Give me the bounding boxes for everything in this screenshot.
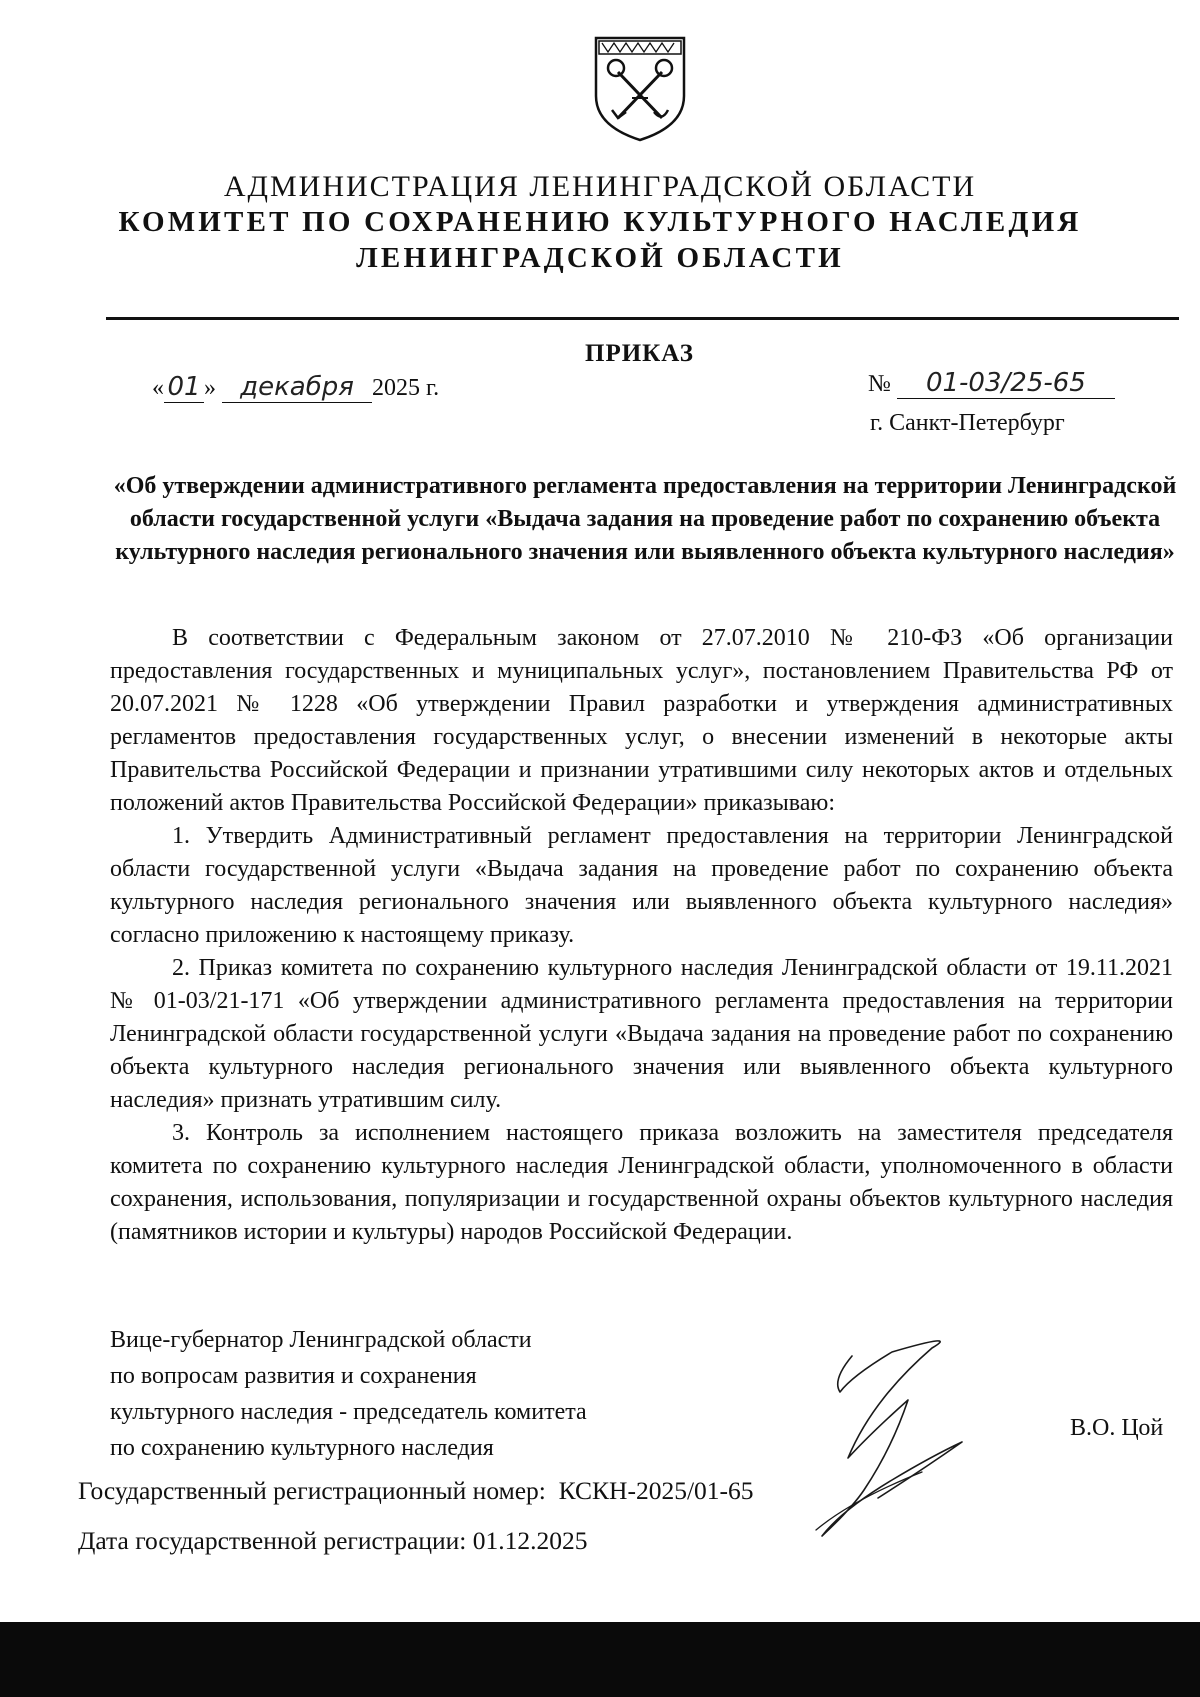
order-body [110, 622, 1173, 1249]
registration-number [78, 1476, 754, 1506]
org-name-line2: КОМИТЕТ ПО СОХРАНЕНИЮ КУЛЬТУРНОГО НАСЛЕДИЯ [118, 206, 1082, 238]
preamble-paragraph: В соответствии с Федеральным законом от 27.07.2010 № 210-ФЗ «Об организации предоставления государственных и муниципальных услуг», постановлением Правительства РФ от 20.07.2021 № 1228 «Об утверждении Правил разработки и утверждения административных регламентов предоставления государственных услуг, о внесении изменений в некоторые акты Правительства Российской Федерации и признании утратившими силу некоторых актов и отдельных положений актов Правительства Российской Федерации» приказываю: [110, 625, 1173, 816]
number-value: 01-03/25-65 [897, 368, 1115, 399]
position-line-2: по вопросам развития и сохранения [110, 1363, 477, 1389]
registration-date [78, 1526, 587, 1556]
scan-border [0, 1622, 1200, 1697]
item-1-paragraph: 1. Утвердить Административный регламент предоставления на территории Ленинградской области государственной услуги «Выдача задания на проведение работ по сохранению объекта культурного наследия регионального значения или выявленного объекта культурного наследия» согласно приложению к настоящему приказу. [110, 823, 1173, 948]
coat-of-arms-icon [592, 34, 688, 144]
signer-name: В.О. Цой [1070, 1415, 1164, 1441]
order-date [152, 372, 439, 403]
org-name-line1: АДМИНИСТРАЦИЯ ЛЕНИНГРАДСКОЙ ОБЛАСТИ [223, 170, 977, 203]
date-close-quote: » [204, 375, 216, 401]
item-2-paragraph: 2. Приказ комитета по сохранению культурного наследия Ленинградской области от 19.11.2021 № 01-03/21-171 «Об утверждении административного регламента предоставления на территории Ленинградской области государственной услуги «Выдача задания на проведение работ по сохранению объекта культурного наследия регионального значения или выявленного объекта культурного наследия» признать утратившим силу. [110, 955, 1173, 1113]
order-city: г. Санкт-Петербург [870, 410, 1065, 436]
position-line-4: по сохранению культурного наследия [110, 1435, 494, 1461]
registration-date-label: Дата государственной регистрации: [78, 1526, 467, 1555]
document-title: ПРИКАЗ [585, 340, 694, 367]
order-subject-heading: «Об утверждении административного регламента предоставления на территории Ленинградской области государственной услуги «Выдача задания на проведение работ по сохранению объекта культурного наследия регионального значения или выявленного объекта культурного наследия» [113, 473, 1177, 565]
date-day: 01 [164, 372, 204, 403]
header-divider [106, 317, 1179, 320]
date-month: декабря [222, 372, 372, 403]
order-number [868, 368, 1115, 399]
position-line-1: Вице-губернатор Ленинградской области [110, 1327, 532, 1353]
handwritten-signature [812, 1340, 1012, 1540]
date-open-quote: « [152, 375, 164, 401]
position-line-3: культурного наследия - председатель комитета [110, 1399, 587, 1425]
date-year: 2025 г. [372, 375, 440, 401]
number-label: № [868, 371, 891, 397]
registration-number-value: КСКН-2025/01-65 [558, 1476, 754, 1505]
item-3-paragraph: 3. Контроль за исполнением настоящего приказа возложить на заместителя председателя комитета по сохранению культурного наследия Ленинградской области, уполномоченного в области сохранения, использования, популяризации и государственной охраны объектов культурного наследия (памятников истории и культуры) народов Российской Федерации. [110, 1120, 1173, 1245]
registration-number-label: Государственный регистрационный номер: [78, 1476, 546, 1505]
org-name-line3: ЛЕНИНГРАДСКОЙ ОБЛАСТИ [356, 242, 844, 274]
registration-date-value: 01.12.2025 [472, 1526, 588, 1555]
signer-position [110, 1322, 587, 1466]
